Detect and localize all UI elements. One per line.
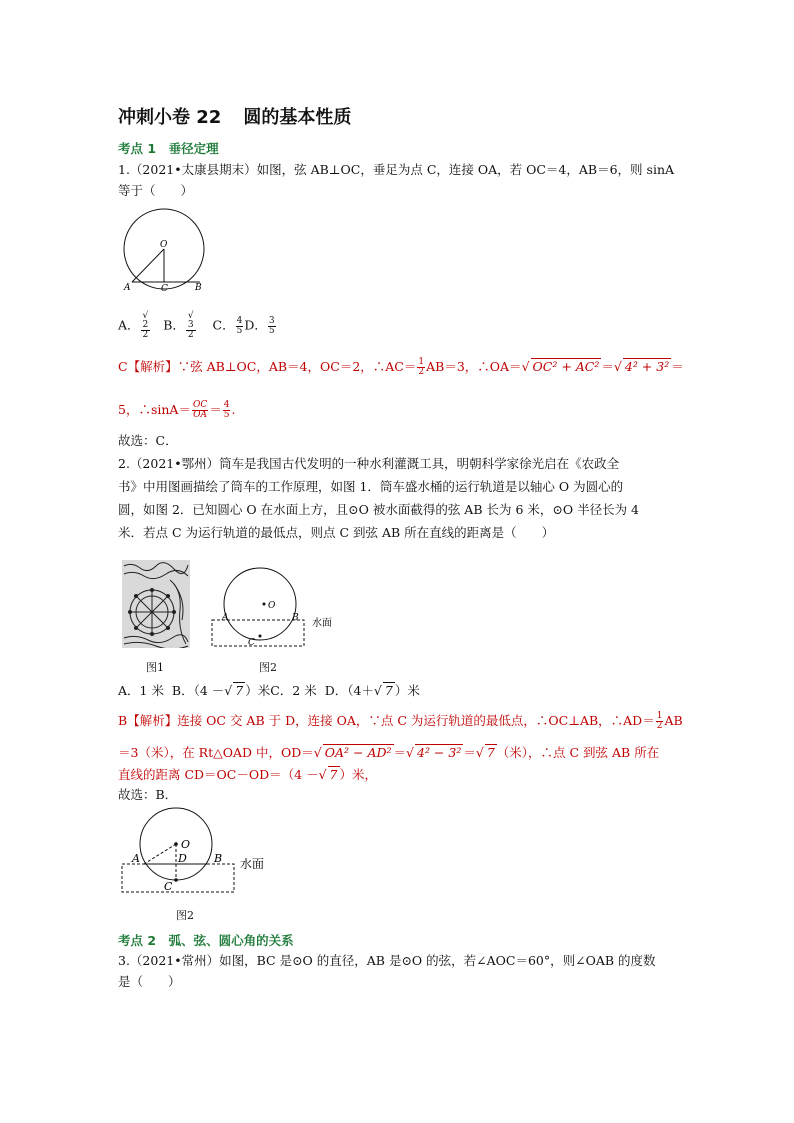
q2-analysis-text5: ）米， <box>339 767 378 782</box>
q1-option-a-label: A． <box>118 317 140 333</box>
q2-option-b: B．（4 －√ 7 ）米 <box>171 683 271 698</box>
q1-analysis-sqrt1: OC² + AC² <box>532 359 600 374</box>
q3-stem-line1: 3.（2021•常州）如图，BC 是⊙O 的直径，AB 是⊙O 的弦，若∠AOC＝60°，则∠OAB 的度数 <box>118 953 656 968</box>
q2-option-d: D．（4＋√ 7 ）米 <box>324 683 420 698</box>
q1-analysis-sqrt2: 4² + 3² <box>624 359 670 374</box>
q2-solution-figure <box>118 804 278 896</box>
q2-fig2-label-c: C <box>248 638 255 648</box>
q2-stem-line1: 2.（2021•鄂州）筒车是我国古代发明的一种水利灌溉工具，明朝科学家徐光启在《农政全 <box>118 456 620 471</box>
q2-fig1-caption: 图1 <box>146 661 164 674</box>
title-topic: 圆的基本性质 <box>243 107 352 128</box>
q2-choose: 故选：B． <box>118 787 178 802</box>
q2-stem-line4: 米．若点 C 为运行轨道的最低点，则点 C 到弦 AB 所在直线的距离是（ ） <box>118 525 555 540</box>
q2-analysis-sqrt1: OA² − AD² <box>324 745 392 760</box>
q2-fig2-label-a: A <box>222 613 229 623</box>
q2-waterwheel-illustration <box>122 560 190 648</box>
q2-sol-label-c: C <box>164 880 173 893</box>
section2-label: 考点 2 <box>118 933 157 948</box>
page-title <box>118 107 351 129</box>
q1-stem-line2: 等于（ ） <box>118 183 194 198</box>
section1-label: 考点 1 <box>118 141 157 156</box>
q2-options <box>118 682 420 698</box>
q1-eq1: ＝ <box>601 359 614 374</box>
section1-name: 垂径定理 <box>168 141 219 156</box>
q2-stem-line2: 书》中用图画描绘了筒车的工作原理，如图 1．筒车盛水桶的运行轨道是以轴心 O 为圆心的 <box>118 479 624 494</box>
q2-sol-label-d: D <box>178 852 187 865</box>
q1-analysis-line1: C【解析】∵弦 AB⊥OC，AB＝4，OC＝2，∴AC＝ $\frac{1}{2}$ AB＝3，∴OA＝√ OC² + AC² ＝√ 4² + 3² ＝ <box>118 357 684 377</box>
q2-analysis-text3: （米），∴点 C 到弦 AB 所在 <box>496 745 660 760</box>
title-prefix: 冲刺小卷 22 <box>118 107 222 128</box>
q2-analysis-sqrt2: 4² − 3² <box>417 745 462 760</box>
q2-fig2-label-o: O <box>268 601 276 611</box>
q1-label-o: O <box>160 240 168 250</box>
q2-analysis-text2: ＝3（米），在 Rt△OAD 中，OD＝ <box>118 745 314 760</box>
q2-answer-letter: B <box>118 713 128 728</box>
q2-analysis-line2: ＝3（米），在 Rt△OAD 中，OD＝√ OA² − AD² ＝√ 4² − 3² ＝√ 7 （米），∴点 C 到弦 AB 所在 <box>118 745 660 760</box>
q2-sol-caption: 图2 <box>176 909 194 922</box>
q2-analysis-line3: 直线的距离 CD＝OC－OD＝（4 －√ 7 ）米， <box>118 767 378 782</box>
q2-analysis-sqrt4: 7 <box>329 767 338 782</box>
q1-option-b-label: B． <box>163 317 185 333</box>
q1-eq2: ＝ <box>671 359 684 374</box>
q1-analysis-text3: 5，∴sinA＝ <box>118 402 191 417</box>
section-heading-2 <box>118 933 294 948</box>
q2-analysis-tag: 【解析】 <box>127 713 178 728</box>
q1-end: . <box>231 402 236 417</box>
q2-fig2-water: 水面 <box>312 618 332 629</box>
q2-option-c: C．2 米 <box>270 683 317 698</box>
q2-eq1: ＝ <box>393 745 407 760</box>
q2-option-a: A．1 米 <box>118 683 164 698</box>
q2-analysis-line1: B【解析】连接 OC 交 AB 于 D，连接 OA，∵点 C 为运行轨道的最低点，∴OC⊥AB，∴AD＝ $\frac{1}{2}$ AB <box>118 711 683 731</box>
q1-option-d-value: $\frac{3}{5}$ <box>268 315 275 336</box>
q2-analysis-text1-end: AB <box>664 713 683 728</box>
q2-fig2-caption: 图2 <box>259 661 277 674</box>
q3-stem-line2: 是（ ） <box>118 974 181 989</box>
q1-label-c: C <box>161 284 168 294</box>
q1-analysis-text1: ∵弦 AB⊥OC，AB＝4，OC＝2，∴AC＝ <box>177 359 417 374</box>
q1-label-a: A <box>124 283 131 293</box>
q1-analysis-tag: 【解析】 <box>127 359 178 374</box>
q2-stem-line3: 圆，如图 2．已知圆心 O 在水面上方，且⊙O 被水面截得的弦 AB 长为 6 米，⊙O 半径长为 4 <box>118 502 639 517</box>
q2-fig2-label-b: B <box>292 613 299 623</box>
section-heading-1 <box>118 141 219 156</box>
q2-sol-label-o: O <box>181 838 191 851</box>
q1-analysis-text2: AB＝3，∴OA＝ <box>426 359 522 374</box>
q1-answer-letter: C <box>118 359 128 374</box>
q2-analysis-sqrt3: 7 <box>486 745 495 760</box>
q1-option-c-value: $\frac{4}{5}$ <box>236 315 243 336</box>
q1-option-b-value: √ 3 2 <box>187 311 194 340</box>
q1-options <box>118 312 277 340</box>
q1-option-a-value: √ 2 2 <box>142 311 149 340</box>
q2-analysis-text1: 连接 OC 交 AB 于 D，连接 OA，∵点 C 为运行轨道的最低点，∴OC⊥AB，∴AD＝ <box>177 713 655 728</box>
q2-sol-label-a: A <box>132 852 140 865</box>
q1-stem-line1: 1.（2021•太康县期末）如图，弦 AB⊥OC，垂足为点 C，连接 OA，若 OC＝4，AB＝6，则 sinA <box>118 162 675 177</box>
q2-circle-figure-2 <box>208 566 348 648</box>
q1-circle-figure <box>118 208 213 294</box>
section2-name: 弧、弦、圆心角的关系 <box>168 933 294 948</box>
q2-eq2: ＝ <box>463 745 476 760</box>
q1-eq3: ＝ <box>209 402 222 417</box>
q2-sol-label-b: B <box>214 852 223 865</box>
q1-option-c-label: C． <box>212 317 235 333</box>
q1-analysis-line2: 5，∴sinA＝ $\frac{OC}{OA}$ ＝ $\frac{4}{5}$ . <box>118 400 236 420</box>
q1-option-d-label: D． <box>244 317 267 333</box>
q2-analysis-text4: 直线的距离 CD＝OC－OD＝（4 － <box>118 767 319 782</box>
q1-choose: 故选：C． <box>118 433 178 448</box>
q2-sol-water: 水面 <box>240 857 265 871</box>
q1-label-b: B <box>195 283 202 293</box>
